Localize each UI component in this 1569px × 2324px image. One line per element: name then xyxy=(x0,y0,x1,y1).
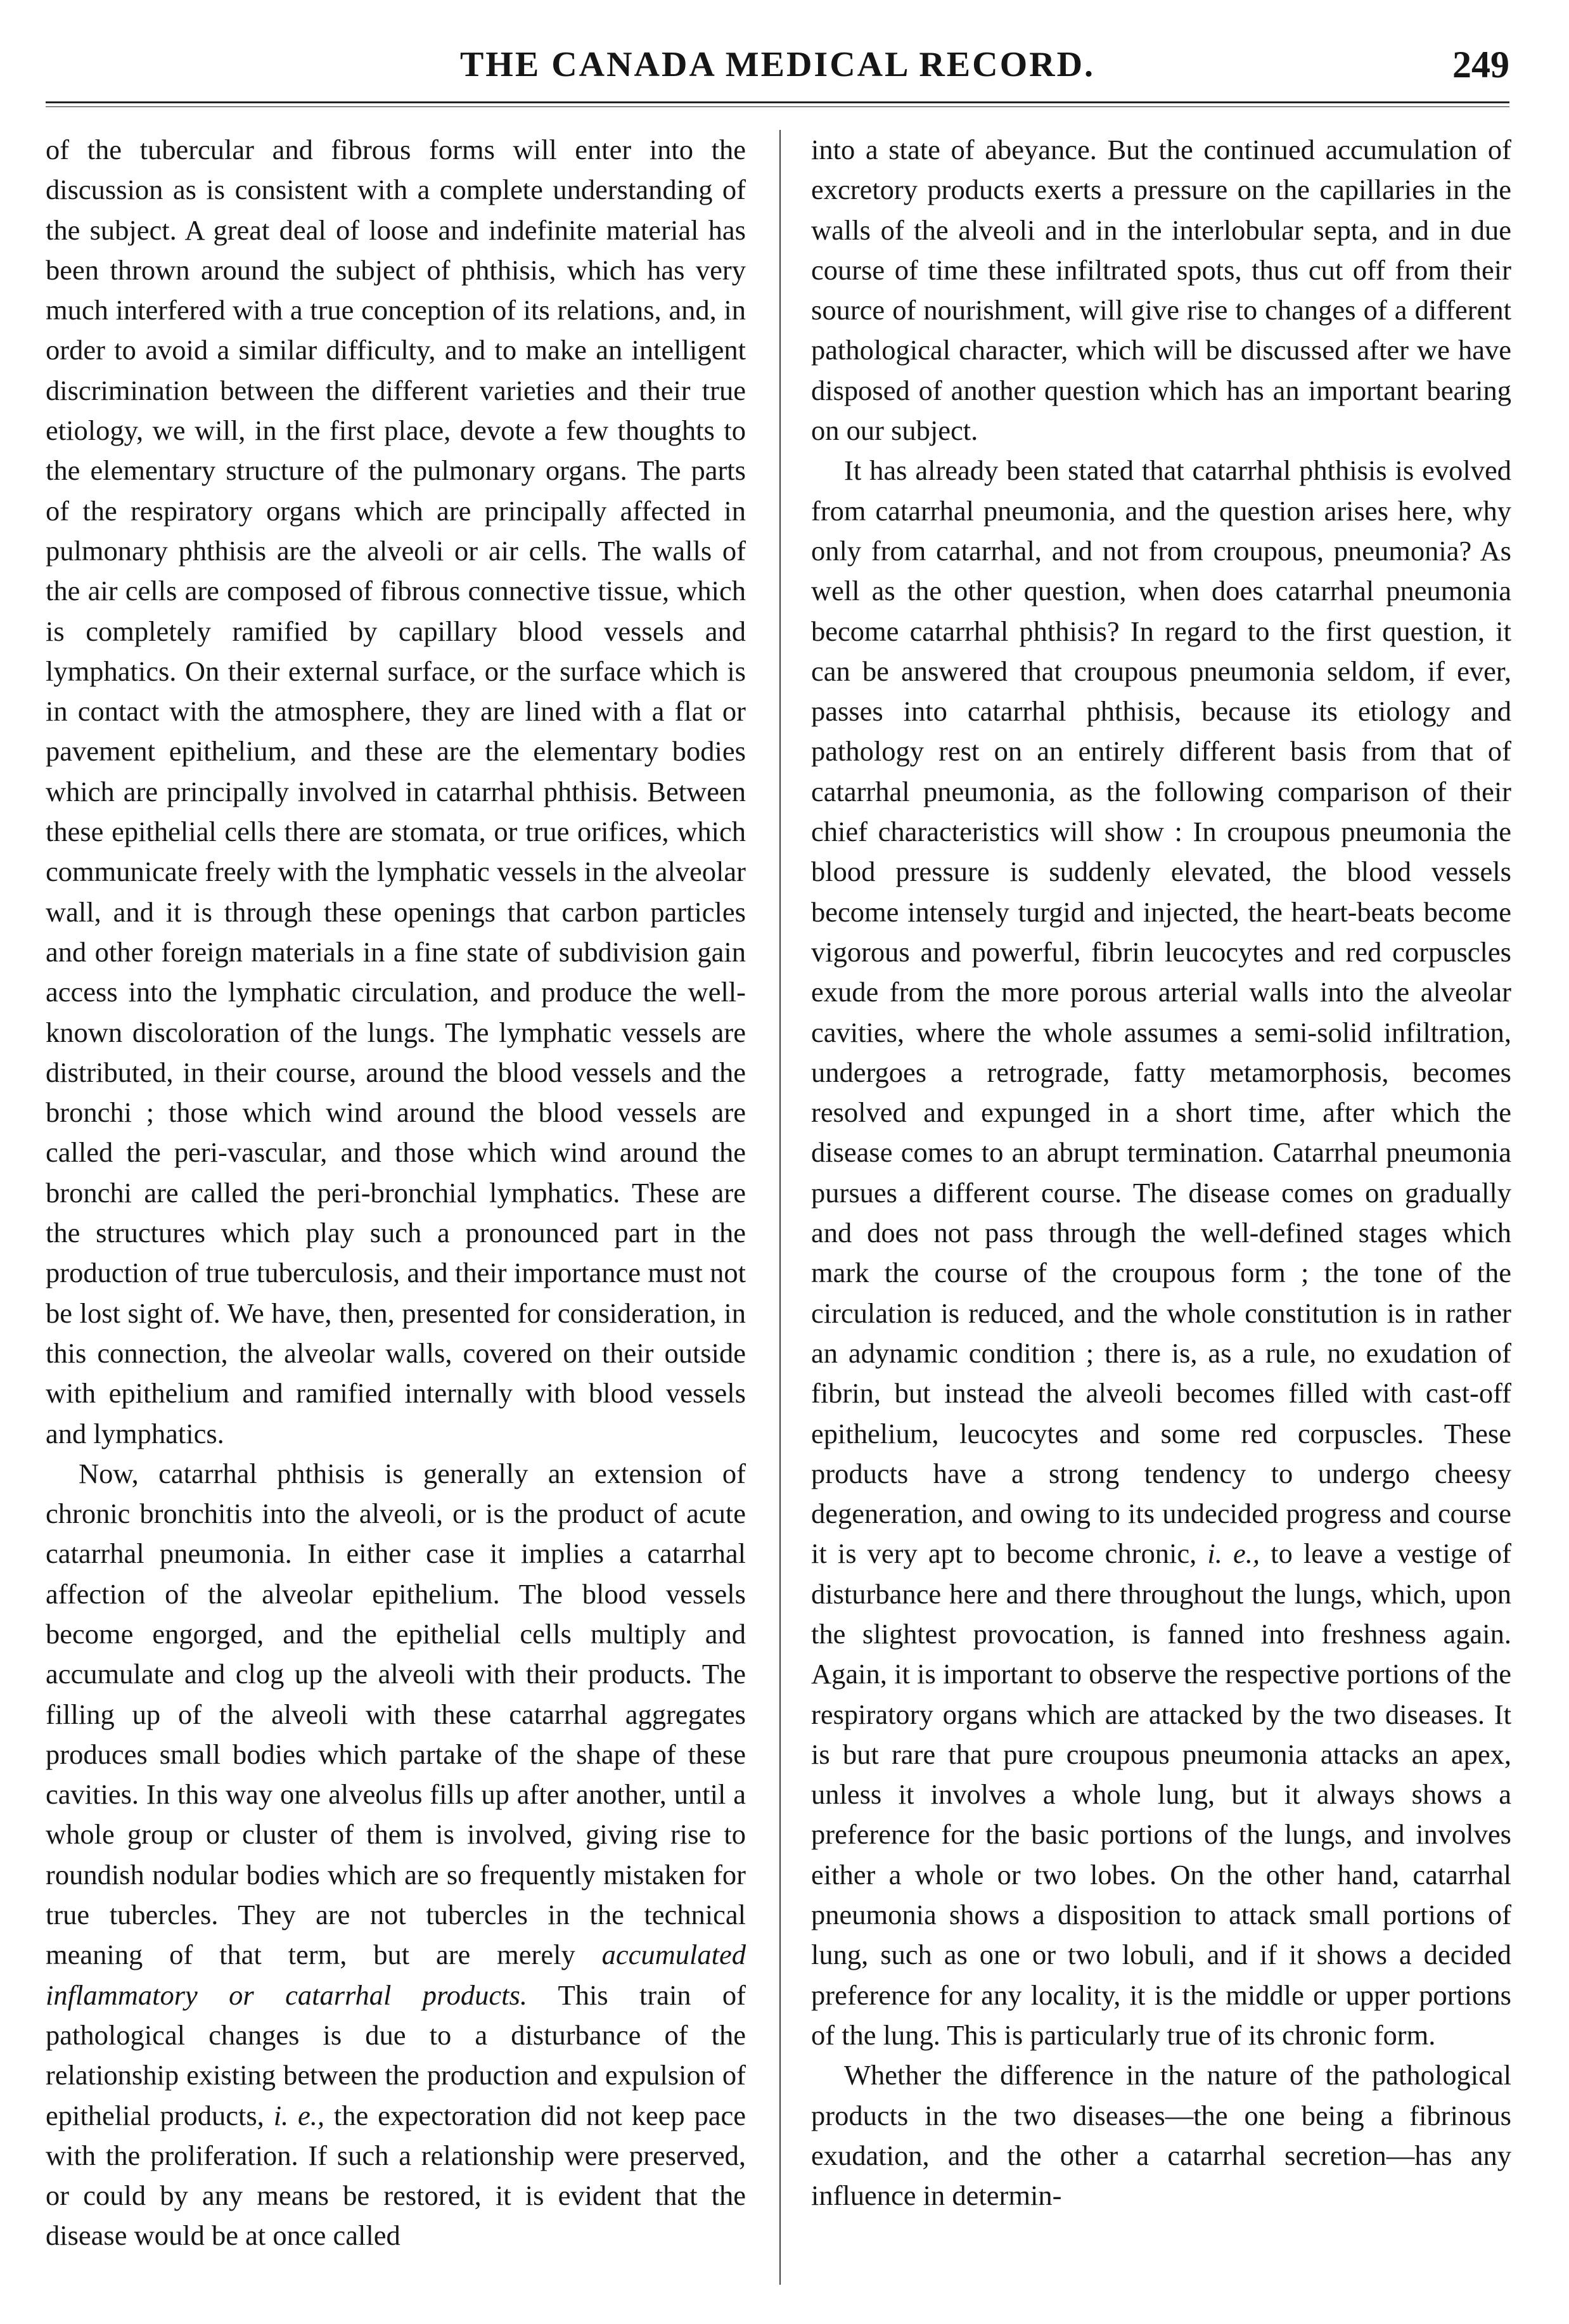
paragraph xyxy=(46,1454,746,2256)
running-header xyxy=(46,33,1509,103)
running-title: THE CANADA MEDICAL RECORD. xyxy=(459,45,1096,84)
paragraph xyxy=(811,2055,1511,2216)
paragraph-text: to leave a vestige of disturbance here and there throughout the lungs, which, upon the slightest provocation, is fanned into freshness again. Again, it is important to observe the respective portions of the respiratory organs which are attacked by the two diseases. It is but rare that pure croupous pneumonia attacks an apex, unless it involves a whole lung, but it always shows a preference for the basic portions of the lungs, and involves either a whole or two lobes. On the other hand, catarrhal pneumonia shows a disposition to attack small portions of lung, such as one or two lobuli, and if it shows a decided preference for any locality, it is the middle or upper portions of the lung. This is particularly true of its chronic form. xyxy=(811,1538,1511,2051)
italic-abbreviation: i. e., xyxy=(1207,1538,1260,1570)
page-number: 249 xyxy=(1452,44,1509,86)
italic-abbreviation: i. e., xyxy=(273,2099,325,2131)
paragraph-text: It has already been stated that catarrhal phthisis is evolved from catarrhal pneumonia, and the question arises here, why only from catarrhal, and not from croupous, pneumonia? As well as the other question, when does catarrhal pneumonia become catarrhal phthisis? In regard to the first question, it can be answered that croupous pneumonia seldom, if ever, passes into catarrhal phthisis, because its etiology and pathology rest on an entirely different basis from that of catarrhal pneumonia, as the following comparison of their chief characteristics will show : In croupous pneumonia the blood pressure is suddenly elevated, the blood vessels become intensely turgid and injected, the heart-beats become vigorous and powerful, fibrin leucocytes and red corpuscles exude from the more porous arterial walls into the alveolar cavities, where the whole assumes a semi-solid infiltration, undergoes a retrograde, fatty metamorphosis, becomes resolved and expunged in a short time, after which the disease comes to an abrupt termination. Catarrhal pneumonia pursues a different course. The disease comes on gradually and does not pass through the well-defined stages which mark the course of the croupous form ; the tone of the circulation is reduced, and the whole constitution is in rather an adynamic condition ; there is, as a rule, no exudation of fibrin, but instead the alveoli becomes filled with cast-off epithelium, leucocytes and some red corpuscles. These products have a strong tendency to undergo cheesy degeneration, and owing to its undecided progress and course it is very apt to become chronic, xyxy=(811,454,1511,1570)
column-divider xyxy=(779,130,781,2285)
italic-phrase: accumulated inflammatory or catarrhal products. xyxy=(46,1939,746,2011)
paragraph-text: the expectoration did not keep pace with the proliferation. If such a relationship were preserved, or could by any means be restored, it is evident that the disease would be at once called xyxy=(46,2099,746,2252)
paragraph-text: This train of pathological changes is due to a disturbance of the relationship existing between the production and expulsion of epithelial products, xyxy=(46,1979,746,2131)
right-column xyxy=(811,130,1511,2291)
left-column xyxy=(46,130,746,2291)
paragraph xyxy=(46,130,746,1454)
paragraph-text: into a state of abeyance. But the continued accumulation of excretory products exerts a pressure on the capillaries in the walls of the alveoli and in the interlobular septa, and in due course of time these infiltrated spots, thus cut off from their source of nourishment, will give rise to changes of a different pathological character, which will be discussed after we have disposed of another question which has an important bearing on our subject. xyxy=(811,134,1511,447)
header-rule-thin xyxy=(46,106,1509,107)
paragraph-text: Now, catarrhal phthisis is generally an extension of chronic bronchitis into the alveoli, or is the product of acute catarrhal pneumonia. In either case it implies a catarrhal affection of the alveolar epithelium. The blood vessels become engorged, and the epithelial cells multiply and accumulate and clog up the alveoli with their products. The filling up of the alveoli with these catarrhal aggregates produces small bodies which partake of the shape of these cavities. In this way one alveolus fills up after another, until a whole group or cluster of them is involved, giving rise to roundish nodular bodies which are so frequently mistaken for true tubercles. They are not tubercles in the technical meaning of that term, but are merely xyxy=(46,1457,746,1971)
paragraph-text: Whether the difference in the nature of the pathological products in the two diseases—the one being a fibrinous exudation, and the other a catarrhal secretion—has any influence in determin- xyxy=(811,2059,1511,2212)
paragraph-text: of the tubercular and fibrous forms will enter into the discussion as is consistent with a complete understanding of the subject. A great deal of loose and indefinite material has been thrown around the subject of phthisis, which has very much interfered with a true conception of its relations, and, in order to avoid a similar difficulty, and to make an intelligent discrimination between the different varieties and their true etiology, we will, in the first place, devote a few thoughts to the elementary structure of the pulmonary organs. The parts of the respiratory organs which are principally affected in pulmonary phthisis are the alveoli or air cells. The walls of the air cells are composed of fibrous connective tissue, which is completely ramified by capillary blood vessels and lymphatics. On their external surface, or the surface which is in contact with the atmosphere, they are lined with a flat or pavement epithelium, and these are the elementary bodies which are principally involved in catarrhal phthisis. Between these epithelial cells there are stomata, or true orifices, which communicate freely with the lymphatic vessels in the alveolar wall, and it is through these openings that carbon particles and other foreign materials in a fine state of subdivision gain access into the lymphatic circulation, and produce the well-known discoloration of the lungs. The lymphatic vessels are distributed, in their course, around the blood vessels and the bronchi ; those which wind around the blood vessels are called the peri-vascular, and those which wind around the bronchi are called the peri-bronchial lymphatics. These are the structures which play such a pronounced part in the production of true tuberculosis, and their importance must not be lost sight of. We have, then, presented for consideration, in this connection, the alveolar walls, covered on their outside with epithelium and ramified internally with blood vessels and lymphatics. xyxy=(46,134,746,1449)
paragraph xyxy=(811,451,1511,2055)
paragraph xyxy=(811,130,1511,451)
header-rule xyxy=(46,101,1509,103)
